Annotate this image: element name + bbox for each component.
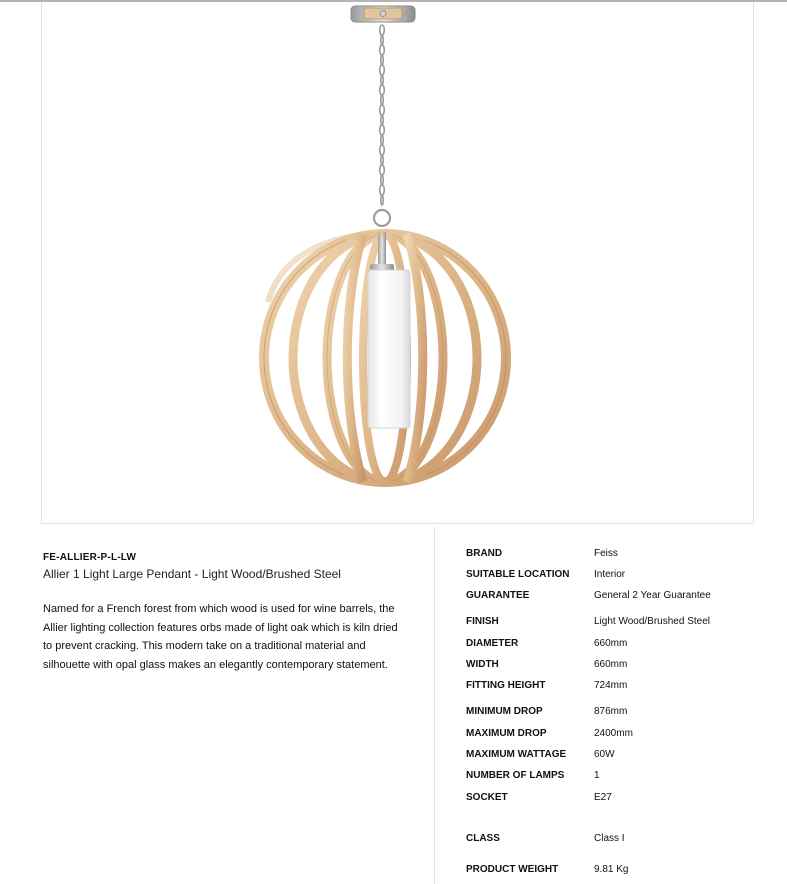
spec-label: MINIMUM DROP: [466, 706, 543, 717]
spec-label: WIDTH: [466, 659, 499, 670]
spec-value: General 2 Year Guarantee: [594, 590, 711, 601]
spec-value: Interior: [594, 569, 626, 580]
spec-value: E27: [594, 792, 612, 803]
spec-value: Light Wood/Brushed Steel: [594, 616, 711, 627]
column-divider: [434, 527, 435, 884]
pendant-lamp-photo: [42, 2, 755, 524]
spec-value: Class I: [594, 833, 625, 844]
spec-value: Feiss: [594, 548, 618, 559]
suspension-chain: [380, 25, 385, 205]
spec-label: GUARANTEE: [466, 590, 530, 601]
product-description: Named for a French forest from which wood is used for wine barrels, the Allier lighting collection features orbs made of light oak which is kiln dried to prevent cracking. This modern take on a traditional material and silhouette with opal glass makes an elegantly contemporary statement.: [43, 603, 398, 671]
product-image: [41, 2, 754, 524]
spec-value: 2400mm: [594, 728, 633, 739]
ceiling-canopy: [351, 6, 415, 22]
product-sku: FE-ALLIER-P-L-LW: [43, 552, 137, 563]
spec-label: NUMBER OF LAMPS: [466, 770, 565, 781]
spec-label: FITTING HEIGHT: [466, 680, 546, 691]
spec-label: DIAMETER: [466, 638, 519, 649]
spec-value: 724mm: [594, 680, 628, 691]
spec-label: MAXIMUM WATTAGE: [466, 749, 567, 760]
spec-label: FINISH: [466, 616, 499, 627]
spec-value: 660mm: [594, 638, 628, 649]
product-title: Allier 1 Light Large Pendant - Light Wood/Brushed Steel: [43, 567, 341, 581]
spec-value: 1: [594, 770, 600, 781]
hanging-loop: [374, 210, 390, 226]
spec-value: 60W: [594, 749, 615, 760]
spec-label: BRAND: [466, 548, 503, 559]
spec-label: CLASS: [466, 833, 500, 844]
spec-value: 876mm: [594, 706, 628, 717]
spec-label: PRODUCT WEIGHT: [466, 864, 559, 875]
spec-label: SUITABLE LOCATION: [466, 569, 570, 580]
spec-label: SOCKET: [466, 792, 508, 803]
spec-value: 9.81 Kg: [594, 864, 629, 875]
spec-value: 660mm: [594, 659, 628, 670]
spec-label: MAXIMUM DROP: [466, 728, 547, 739]
